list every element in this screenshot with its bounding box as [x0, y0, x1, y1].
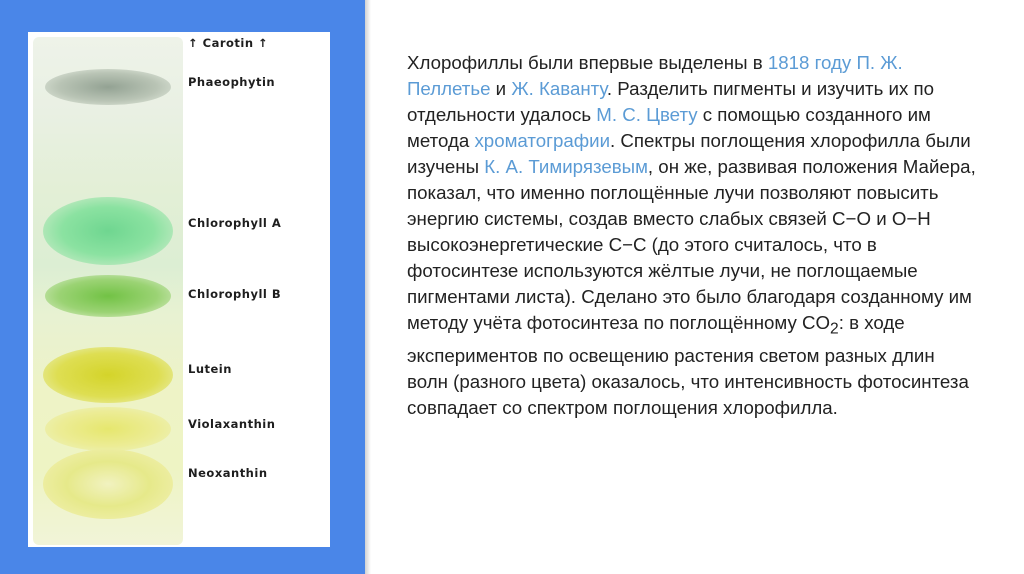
neoxanthin-band — [43, 449, 173, 519]
phaeophytin-band — [45, 69, 171, 105]
chlorophyll-a-band — [43, 197, 173, 265]
chromatography-strip — [33, 37, 183, 545]
text-segment: с помощью созданного им метода — [407, 104, 931, 151]
link-chromatography[interactable]: хроматографии — [474, 130, 611, 151]
text-segment: , он же, развивая положения Майера, показал, что именно поглощённые лучи позволяют повысить энергию системы, создав вместо слабых связей С−О и О−Н высокоэнергетические С−С (до этого считалось, что в фотосинтезе используются жёлтые лучи, не поглощаемые пигментами листа). Сделано это было благодаря созданному им методу учёта фотосинтеза по поглощённому CO — [407, 156, 976, 333]
panel-shadow — [365, 0, 371, 574]
lutein-band — [43, 347, 173, 403]
phaeophytin-label: Phaeophytin — [188, 75, 276, 89]
violaxanthin-label: Violaxanthin — [188, 417, 276, 431]
chlorophyll-a-label: Chlorophyll A — [188, 216, 282, 230]
carotin-label: ↑ Carotin ↑ — [188, 36, 269, 50]
body-paragraph — [407, 50, 977, 421]
chlorophyll-b-band — [45, 275, 171, 317]
lutein-label: Lutein — [188, 362, 232, 376]
link-timiryazev[interactable]: К. А. Тимирязевым — [484, 156, 648, 177]
chlorophyll-b-label: Chlorophyll B — [188, 287, 282, 301]
text-segment: : в ходе экспериментов по освещению растения светом разных длин волн (разного цвета) оказалось, что интенсивность фотосинтеза совпадает со спектром поглощения хлорофилла. — [407, 312, 969, 418]
neoxanthin-label: Neoxanthin — [188, 466, 268, 480]
link-tsvet[interactable]: М. С. Цвету — [596, 104, 698, 125]
chromatography-image — [28, 32, 330, 547]
co2-subscript: 2 — [830, 320, 839, 338]
text-segment: . Разделить пигменты и изучить их по отдельности удалось — [407, 78, 935, 125]
text-segment: и — [490, 78, 512, 99]
text-segment: . Спектры поглощения хлорофилла были изучены — [407, 130, 971, 177]
violaxanthin-band — [45, 407, 171, 451]
link-1818-pelletier[interactable]: 1818 году П. Ж. Пеллетье — [407, 52, 903, 99]
link-caventou[interactable]: Ж. Каванту — [511, 78, 607, 99]
text-segment: Хлорофиллы были впервые выделены в — [407, 52, 768, 73]
